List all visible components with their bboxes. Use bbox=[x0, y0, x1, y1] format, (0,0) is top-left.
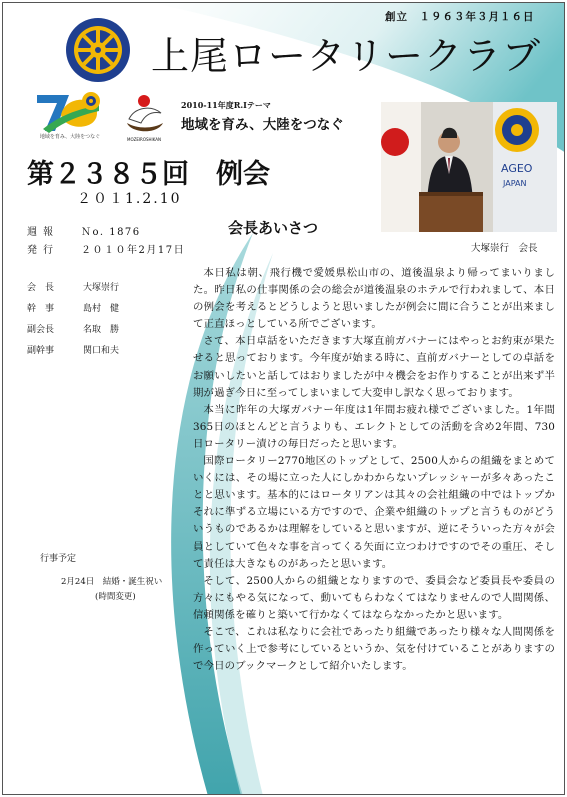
article-paragraph: 本当に昨年の大塚ガバナー年度は1年間お疲れ様でございました。1年間365日のほとんどと言うよりも、エレクトとしての活動を含め2年間、730日ロータリー漬けの毎日だったと思います。 bbox=[193, 403, 555, 450]
bulletin-number bbox=[27, 223, 141, 238]
roster-row bbox=[27, 280, 119, 293]
photo-caption: 大塚崇行 会長 bbox=[471, 243, 538, 254]
schedule-note: (時間変更) bbox=[95, 592, 136, 602]
article-title: 会長あいさつ bbox=[228, 219, 319, 237]
issue-date-value: ２０１０年2月17日 bbox=[81, 245, 186, 256]
article-body bbox=[193, 265, 555, 675]
founded-date: 創立 １９６３年３月１６日 bbox=[385, 11, 535, 23]
article-paragraph: さて、本日卓話をいただきます大塚直前ガバナーにはやっとお約束が果たせると思っております。今年度が始まる時に、直前ガバナーとしての卓話をお願いしたいと話してはおりましたが中々機会をお作りすることが出来ず半期が過ぎ今日に至ってしまいまして大変申し訳なく思っております。 bbox=[193, 335, 555, 399]
roster-name: 名取 勝 bbox=[83, 325, 120, 335]
small-rotary-wheel-icon bbox=[81, 91, 101, 111]
theme-label: 2010-11年度R.Iテーマ bbox=[181, 100, 271, 110]
roster-row bbox=[27, 301, 119, 314]
issue-date bbox=[27, 241, 185, 256]
article-paragraph: 本日私は朝、飛行機で愛媛県松山市の、道後温泉より帰ってまいりました。昨日私の仕事関係の会の総会が道後温泉のホテルで行われまして、本日の例会を考えるとどうしようと思いましたが例会に間に合うことが出来まして正直ほっとしている所でございます。 bbox=[193, 267, 555, 331]
ri-theme: 地域を育み、大陸をつなぐ bbox=[181, 117, 344, 133]
photo-sign-ageo: AGEO bbox=[501, 162, 533, 175]
roster-row bbox=[27, 343, 119, 356]
photo-sign-japan: JAPAN bbox=[503, 179, 527, 188]
dove-sun-logo bbox=[121, 93, 167, 143]
dove-icon bbox=[121, 93, 167, 137]
roster-role: 会 長 bbox=[27, 283, 55, 293]
article-paragraph: 国際ロータリー2770地区のトップとして、2500人からの組織をまとめていくには、その場に立った人にしかわからないプレッシャーが多々あったことと思います。基本的にはロータリアンは其々の会社組織の中ではトップかそれに準ずる立場にいる方ですので、企業や組織のトップと言うものがどういうものであるかは理解をしていると思いますが、逆にそういった方々が会員としていて色々な事を言ってくる矢面に立つわけですのでその重圧、そして責任は大きなものがあったと思います。 bbox=[193, 455, 555, 570]
meeting-date: ２０１1.2.10 bbox=[77, 191, 182, 207]
article-paragraph: そして、2500人からの組織となりますので、委員会など委員長や委員の方々にもやる気になって、動いてもらわなくてはなりませんので人間関係、信頼関係を確りと築いて行かなくてはならなかったかと思います。 bbox=[193, 574, 555, 621]
rotary-wheel-icon bbox=[65, 17, 131, 83]
anniversary-logo-caption: 地域を育み、大陸をつなぐ bbox=[39, 134, 101, 140]
article-paragraph: そこで、これは私なりに会社であったり組織であったり様々な人間関係を作っていく上で参考にしているというか、気を付けていることがありますので今日のブックマークとして紹介いたします。 bbox=[193, 625, 555, 673]
roster-role: 副幹事 bbox=[27, 346, 55, 356]
roster-name: 関口和夫 bbox=[83, 346, 120, 356]
roster-role: 副会長 bbox=[27, 325, 55, 335]
newsletter-page bbox=[2, 2, 565, 795]
roster-row bbox=[27, 322, 119, 335]
meeting-title: 第２３８５回 例会 bbox=[27, 159, 270, 190]
schedule-item: 2月24日 結婚・誕生祝い bbox=[61, 577, 163, 587]
bulletin-number-value: Ｎo. 1876 bbox=[81, 227, 141, 238]
roster-role: 幹 事 bbox=[27, 304, 55, 314]
schedule-label: 行事予定 bbox=[40, 554, 77, 564]
roster-name: 島村 健 bbox=[83, 304, 120, 314]
bulletin-number-label: 週報 bbox=[27, 227, 59, 238]
dove-logo-caption: MOZEIROSHIKAN bbox=[127, 137, 161, 142]
roster-name: 大塚崇行 bbox=[83, 283, 120, 293]
issue-date-label: 発行 bbox=[27, 245, 59, 256]
club-name: 上尾ロータリークラブ bbox=[151, 34, 542, 78]
president-photo bbox=[381, 102, 557, 232]
